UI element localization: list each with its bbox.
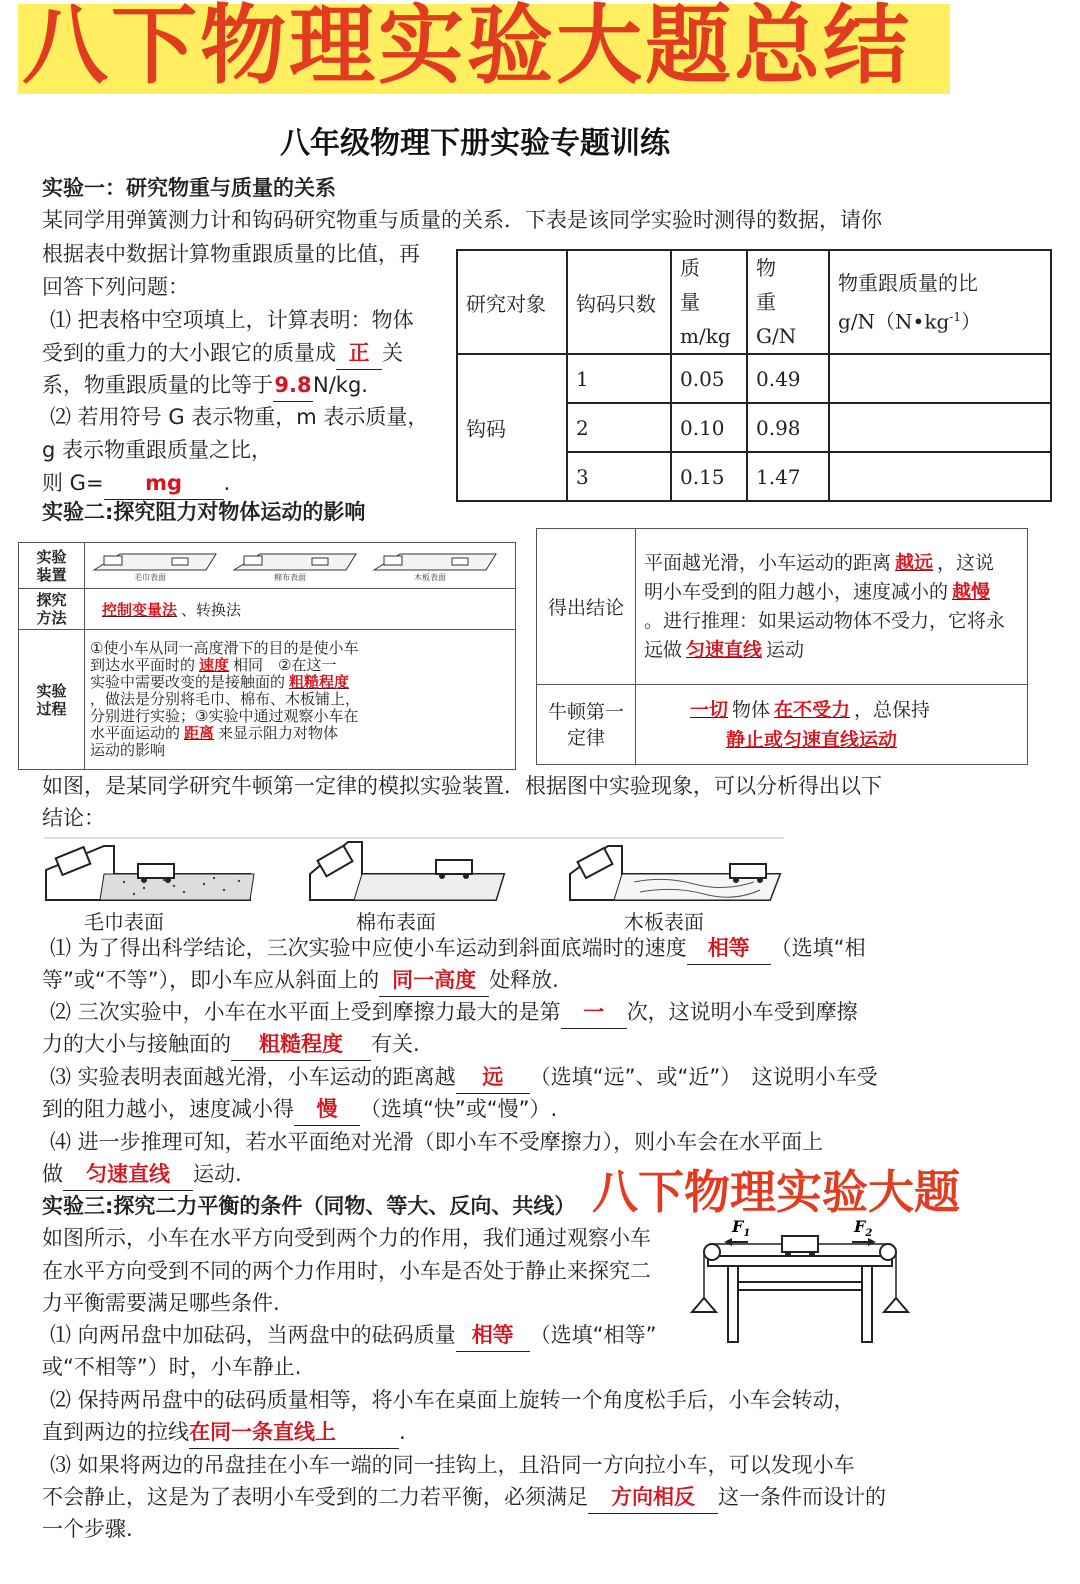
cell-weight: 0.98 bbox=[747, 403, 829, 452]
cell-object: 钩码 bbox=[457, 354, 567, 501]
answer: 一 bbox=[583, 1000, 605, 1024]
page-title: 八下物理实验大题总结 bbox=[22, 0, 912, 96]
caption-towel: 毛巾表面 bbox=[84, 910, 164, 934]
exp2-q3-line1 bbox=[50, 1061, 878, 1094]
q-text: 到达水平面时的 bbox=[90, 656, 196, 674]
q-text: 不会静止，这是为了表明小车受到的二力若平衡，必须满足 bbox=[42, 1485, 588, 1509]
answer: 匀速直线 bbox=[686, 638, 763, 661]
ratio-unit-sup: -1 bbox=[949, 309, 961, 324]
q-text: . bbox=[223, 471, 231, 495]
conclusion-line: 。进行推理：如果运动物体不受力，它将永 bbox=[644, 609, 1006, 632]
row-conclusion bbox=[537, 529, 1028, 685]
exp3-q2-line2 bbox=[42, 1416, 406, 1449]
q-text: ⑶ 实验表明表面越光滑，小车运动的距离越 bbox=[50, 1065, 456, 1089]
table-header-row bbox=[457, 250, 1051, 354]
caption-cotton: 棉布表面 bbox=[356, 910, 436, 934]
header-weight-unit: G/N bbox=[756, 324, 797, 348]
exp2-intro-2: 结论： bbox=[42, 806, 105, 830]
answer: mg bbox=[145, 471, 182, 495]
apparatus-images bbox=[85, 543, 516, 589]
answer-blank bbox=[561, 996, 627, 1029]
process-line bbox=[90, 725, 510, 742]
answer: 同一高度 bbox=[392, 968, 477, 992]
q-text: N/kg. bbox=[313, 373, 368, 397]
exp2-q1-line1 bbox=[50, 932, 866, 965]
surface-label: 木板表面 bbox=[414, 572, 446, 582]
header-mass bbox=[671, 250, 747, 354]
conclusion-cell bbox=[636, 529, 1028, 685]
q-text: 系，物重跟质量的比等于 bbox=[42, 373, 273, 397]
q-text: 平面越光滑，小车运动的距离 bbox=[644, 551, 892, 574]
exp1-intro-2: 根据表中数据计算物重跟质量的比值，再 bbox=[42, 242, 420, 266]
process-line bbox=[90, 674, 510, 691]
q-text: 远做 bbox=[644, 638, 683, 661]
answer-blank bbox=[379, 964, 489, 997]
q-text: 水平面运动的 bbox=[90, 724, 181, 742]
answer-blank bbox=[336, 337, 382, 370]
cell-mass: 0.05 bbox=[671, 354, 747, 403]
answer: 越慢 bbox=[952, 580, 991, 603]
answer: 在同一条直线上 bbox=[189, 1420, 336, 1444]
answer-blank bbox=[189, 1416, 399, 1449]
q-text: 有关. bbox=[371, 1032, 420, 1056]
exp2-q1-line2 bbox=[42, 964, 559, 997]
q-text: 次，这说明小车受到摩擦 bbox=[626, 1000, 858, 1024]
process-cell bbox=[85, 630, 516, 770]
q-text: 做 bbox=[42, 1162, 63, 1186]
answer-blank bbox=[63, 1158, 193, 1191]
q-text: 等”或“不等”），即小车应从斜面上的 bbox=[42, 968, 380, 992]
q-text: ，总保持 bbox=[854, 698, 931, 721]
force-label-f2: $F_2$ bbox=[854, 1217, 873, 1239]
exp3-q1-line1 bbox=[50, 1319, 656, 1352]
header-ratio-unit bbox=[838, 300, 1042, 339]
exp3-q3-line2 bbox=[42, 1481, 886, 1514]
header-weight-label: 物 重 bbox=[756, 256, 803, 314]
conclusion-line bbox=[644, 549, 1019, 578]
answer: 匀速直线 bbox=[86, 1162, 170, 1186]
exp1-intro-1: 某同学用弹簧测力计和钩码研究物重与质量的关系．下表是该同学实验时测得的数据，请你 bbox=[42, 208, 882, 232]
exp2-right-table bbox=[536, 528, 1028, 765]
surface-label: 棉布表面 bbox=[274, 572, 306, 582]
exp3-intro-1: 如图所示，小车在水平方向受到两个力的作用，我们通过观察小车 bbox=[42, 1226, 651, 1250]
q-text: 力的大小与接触面的 bbox=[42, 1032, 231, 1056]
exp1-q2-line2: g 表示物重跟质量之比， bbox=[42, 438, 273, 462]
row-method bbox=[19, 589, 516, 630]
answer-blank bbox=[456, 1319, 530, 1352]
exp2-heading: 实验二:探究阻力对物体运动的影响 bbox=[42, 500, 366, 524]
answer: 粗糙程度 bbox=[259, 1032, 343, 1056]
answer-blank bbox=[687, 932, 771, 965]
header-mass-unit: m/kg bbox=[680, 324, 731, 348]
label-method: 探究 方法 bbox=[19, 589, 85, 630]
process-line: 运动的影响 bbox=[90, 741, 166, 759]
apparatus-sketch bbox=[90, 546, 510, 582]
balance-apparatus-diagram bbox=[688, 1212, 912, 1344]
q-text: （选填“快”或“慢”）. bbox=[360, 1097, 558, 1121]
exp1-intro-3: 回答下列问题： bbox=[42, 275, 189, 299]
answer-blank bbox=[294, 1093, 360, 1126]
q-text: 处释放. bbox=[489, 968, 559, 992]
q-text: ⑴ 为了得出科学结论，三次实验中应使小车运动到斜面底端时的速度 bbox=[50, 936, 687, 960]
answer-blank bbox=[456, 1061, 530, 1094]
exp1-heading: 实验一：研究物重与质量的关系 bbox=[42, 176, 336, 200]
answer: 相等 bbox=[707, 936, 750, 960]
q-text: （选填“相 bbox=[770, 936, 866, 960]
exp2-q4-line1: ⑷ 进一步推理可知，若水平面绝对光滑（即小车不受摩擦力），则小车会在水平面上 bbox=[50, 1130, 824, 1154]
q-text: 来显示阻力对物体 bbox=[218, 724, 339, 742]
q-text: 实验中需要改变的是接触面的 bbox=[90, 673, 286, 691]
ratio-unit-close: ） bbox=[960, 309, 981, 334]
exp1-q1-line2 bbox=[42, 337, 403, 370]
process-line: ①使小车从同一高度滑下的目的是使小车 bbox=[90, 639, 359, 657]
label-process: 实验 过程 bbox=[19, 630, 85, 770]
q-text: 直到两边的拉线 bbox=[42, 1420, 189, 1444]
answer: 慢 bbox=[316, 1097, 338, 1121]
answer: 9.8 bbox=[274, 373, 312, 397]
cell-weight: 0.49 bbox=[747, 354, 829, 403]
small-ramp-1 bbox=[94, 554, 216, 570]
answer-blank bbox=[231, 1028, 371, 1061]
q-text: ，这说 bbox=[937, 551, 995, 574]
answer: 正 bbox=[348, 341, 370, 365]
answer: 相等 bbox=[471, 1323, 514, 1347]
q-text: ⑴ 向两吊盘中加砝码，当两盘中的砝码质量 bbox=[50, 1323, 456, 1347]
q-text: ⑵ 三次实验中，小车在水平面上受到摩擦力最大的是第 bbox=[50, 1000, 561, 1024]
exp2-intro-1: 如图，是某同学研究牛顿第一定律的模拟实验装置．根据图中实验现象，可以分析得出以下 bbox=[42, 774, 882, 798]
ramp-illustrations bbox=[44, 838, 784, 910]
cell-weight: 1.47 bbox=[747, 452, 829, 501]
row-apparatus bbox=[19, 543, 516, 589]
exp2-q3-line2 bbox=[42, 1093, 557, 1126]
exp3-q3-line3: 一个步骤. bbox=[42, 1517, 133, 1541]
method-cell bbox=[85, 589, 516, 630]
exp3-q1-line2: 或“不相等”）时，小车静止. bbox=[42, 1355, 302, 1379]
cell-ratio bbox=[829, 354, 1051, 403]
q-text: 关 bbox=[382, 341, 403, 365]
exp1-q1-line1: ⑴ 把表格中空项填上，计算表明：物体 bbox=[50, 308, 414, 332]
answer: 速度 bbox=[199, 656, 230, 674]
exp3-intro-3: 力平衡需要满足哪些条件. bbox=[42, 1291, 280, 1315]
ramp-towel bbox=[46, 846, 254, 900]
answer-blank bbox=[588, 1481, 718, 1514]
newton-cell bbox=[636, 685, 1028, 765]
header-weight bbox=[747, 250, 829, 354]
answer: 在不受力 bbox=[774, 698, 851, 721]
exp2-q2-line1 bbox=[50, 996, 858, 1029]
exp1-q2-line1: ⑵ 若用符号 G 表示物重，m 表示质量， bbox=[50, 405, 429, 429]
header-count: 钩码只数 bbox=[567, 250, 671, 354]
process-line bbox=[90, 657, 510, 674]
q-text: （选填“远”、或“近”） 这说明小车受 bbox=[529, 1065, 878, 1089]
answer: 粗糙程度 bbox=[289, 673, 350, 691]
answer: 远 bbox=[482, 1065, 504, 1089]
small-ramp-3 bbox=[374, 554, 496, 570]
exp2-q2-line2 bbox=[42, 1028, 420, 1061]
exp3-heading: 实验三:探究二力平衡的条件（同物、等大、反向、共线） bbox=[42, 1194, 576, 1218]
process-line: 分别进行实验；③实验中通过观察小车在 bbox=[90, 707, 359, 725]
header-mass-label: 质 量 bbox=[680, 256, 720, 314]
q-text: 运动. bbox=[193, 1162, 242, 1186]
row-newton bbox=[537, 685, 1028, 765]
q-text: 则 G= bbox=[42, 471, 104, 495]
small-ramp-2 bbox=[234, 554, 356, 570]
ramp-cotton bbox=[310, 842, 504, 900]
answer: 静止或匀速直线运动 bbox=[726, 728, 898, 751]
q-text: 物体 bbox=[732, 698, 771, 721]
q-text: . bbox=[399, 1420, 406, 1444]
q-text: （选填“相等” bbox=[529, 1323, 657, 1347]
exp1-q1-line3 bbox=[42, 369, 368, 402]
surface-label: 毛巾表面 bbox=[134, 572, 166, 582]
header-ratio bbox=[829, 250, 1051, 354]
answer-blank bbox=[273, 369, 313, 402]
cell-count: 1 bbox=[567, 354, 671, 403]
answer: 一切 bbox=[690, 698, 729, 721]
gravity-data-table bbox=[456, 249, 1052, 502]
table-row bbox=[457, 354, 1051, 403]
answer: 距离 bbox=[184, 724, 215, 742]
exp3-q3-line1: ⑶ 如果将两边的吊盘挂在小车一端的同一挂钩上，且沿同一方向拉小车，可以发现小车 bbox=[50, 1453, 855, 1477]
cell-count: 3 bbox=[567, 452, 671, 501]
cell-ratio bbox=[829, 403, 1051, 452]
exp3-q2-line1: ⑵ 保持两吊盘中的砝码质量相等，将小车在桌面上旋转一个角度松手后，小车会转动， bbox=[50, 1388, 855, 1412]
exp2-q4-line2 bbox=[42, 1158, 242, 1191]
cell-mass: 0.10 bbox=[671, 403, 747, 452]
caption-wood: 木板表面 bbox=[624, 910, 704, 934]
cell-count: 2 bbox=[567, 403, 671, 452]
answer: 方向相反 bbox=[611, 1485, 695, 1509]
q-text: 相同 ②在这一 bbox=[233, 656, 337, 674]
header-ratio-label: 物重跟质量的比 bbox=[838, 270, 978, 295]
exp2-left-table bbox=[18, 542, 516, 770]
header-object: 研究对象 bbox=[457, 250, 567, 354]
process-line: ，做法是分别将毛巾、棉布、木板铺上， bbox=[90, 690, 361, 708]
answer: 越远 bbox=[895, 551, 934, 574]
newton-line bbox=[686, 695, 1019, 725]
q-text: 到的阻力越小，速度减小得 bbox=[42, 1097, 294, 1121]
q-text: 这一条件而设计的 bbox=[718, 1485, 886, 1509]
cell-ratio bbox=[829, 452, 1051, 501]
exp3-intro-2: 在水平方向受到不同的两个力作用时，小车是否处于静止来探究二 bbox=[42, 1259, 651, 1283]
ramp-wood bbox=[570, 846, 780, 900]
answer: 控制变量法 bbox=[102, 600, 178, 619]
q-text: 受到的重力的大小跟它的质量成 bbox=[42, 341, 336, 365]
ratio-unit-text: g/N（N•kg bbox=[838, 309, 950, 334]
page-subtitle: 八年级物理下册实验专题训练 bbox=[280, 126, 670, 161]
q-text: 明小车受到的阻力越小，速度减小的 bbox=[644, 580, 949, 603]
row-process bbox=[19, 630, 516, 770]
cell-mass: 0.15 bbox=[671, 452, 747, 501]
label-conclusion: 得出结论 bbox=[537, 529, 636, 685]
stamp-title: 八下物理实验大题 bbox=[592, 1165, 960, 1219]
label-newton: 牛顿第一 定律 bbox=[537, 685, 636, 765]
conclusion-line bbox=[644, 578, 1019, 607]
label-apparatus: 实验 装置 bbox=[19, 543, 85, 589]
q-text: 运动 bbox=[766, 638, 805, 661]
conclusion-line bbox=[644, 636, 1019, 665]
newton-line bbox=[686, 725, 1019, 755]
force-label-f1: $F_1$ bbox=[732, 1217, 751, 1239]
method-rest: 、转换法 bbox=[181, 600, 242, 619]
